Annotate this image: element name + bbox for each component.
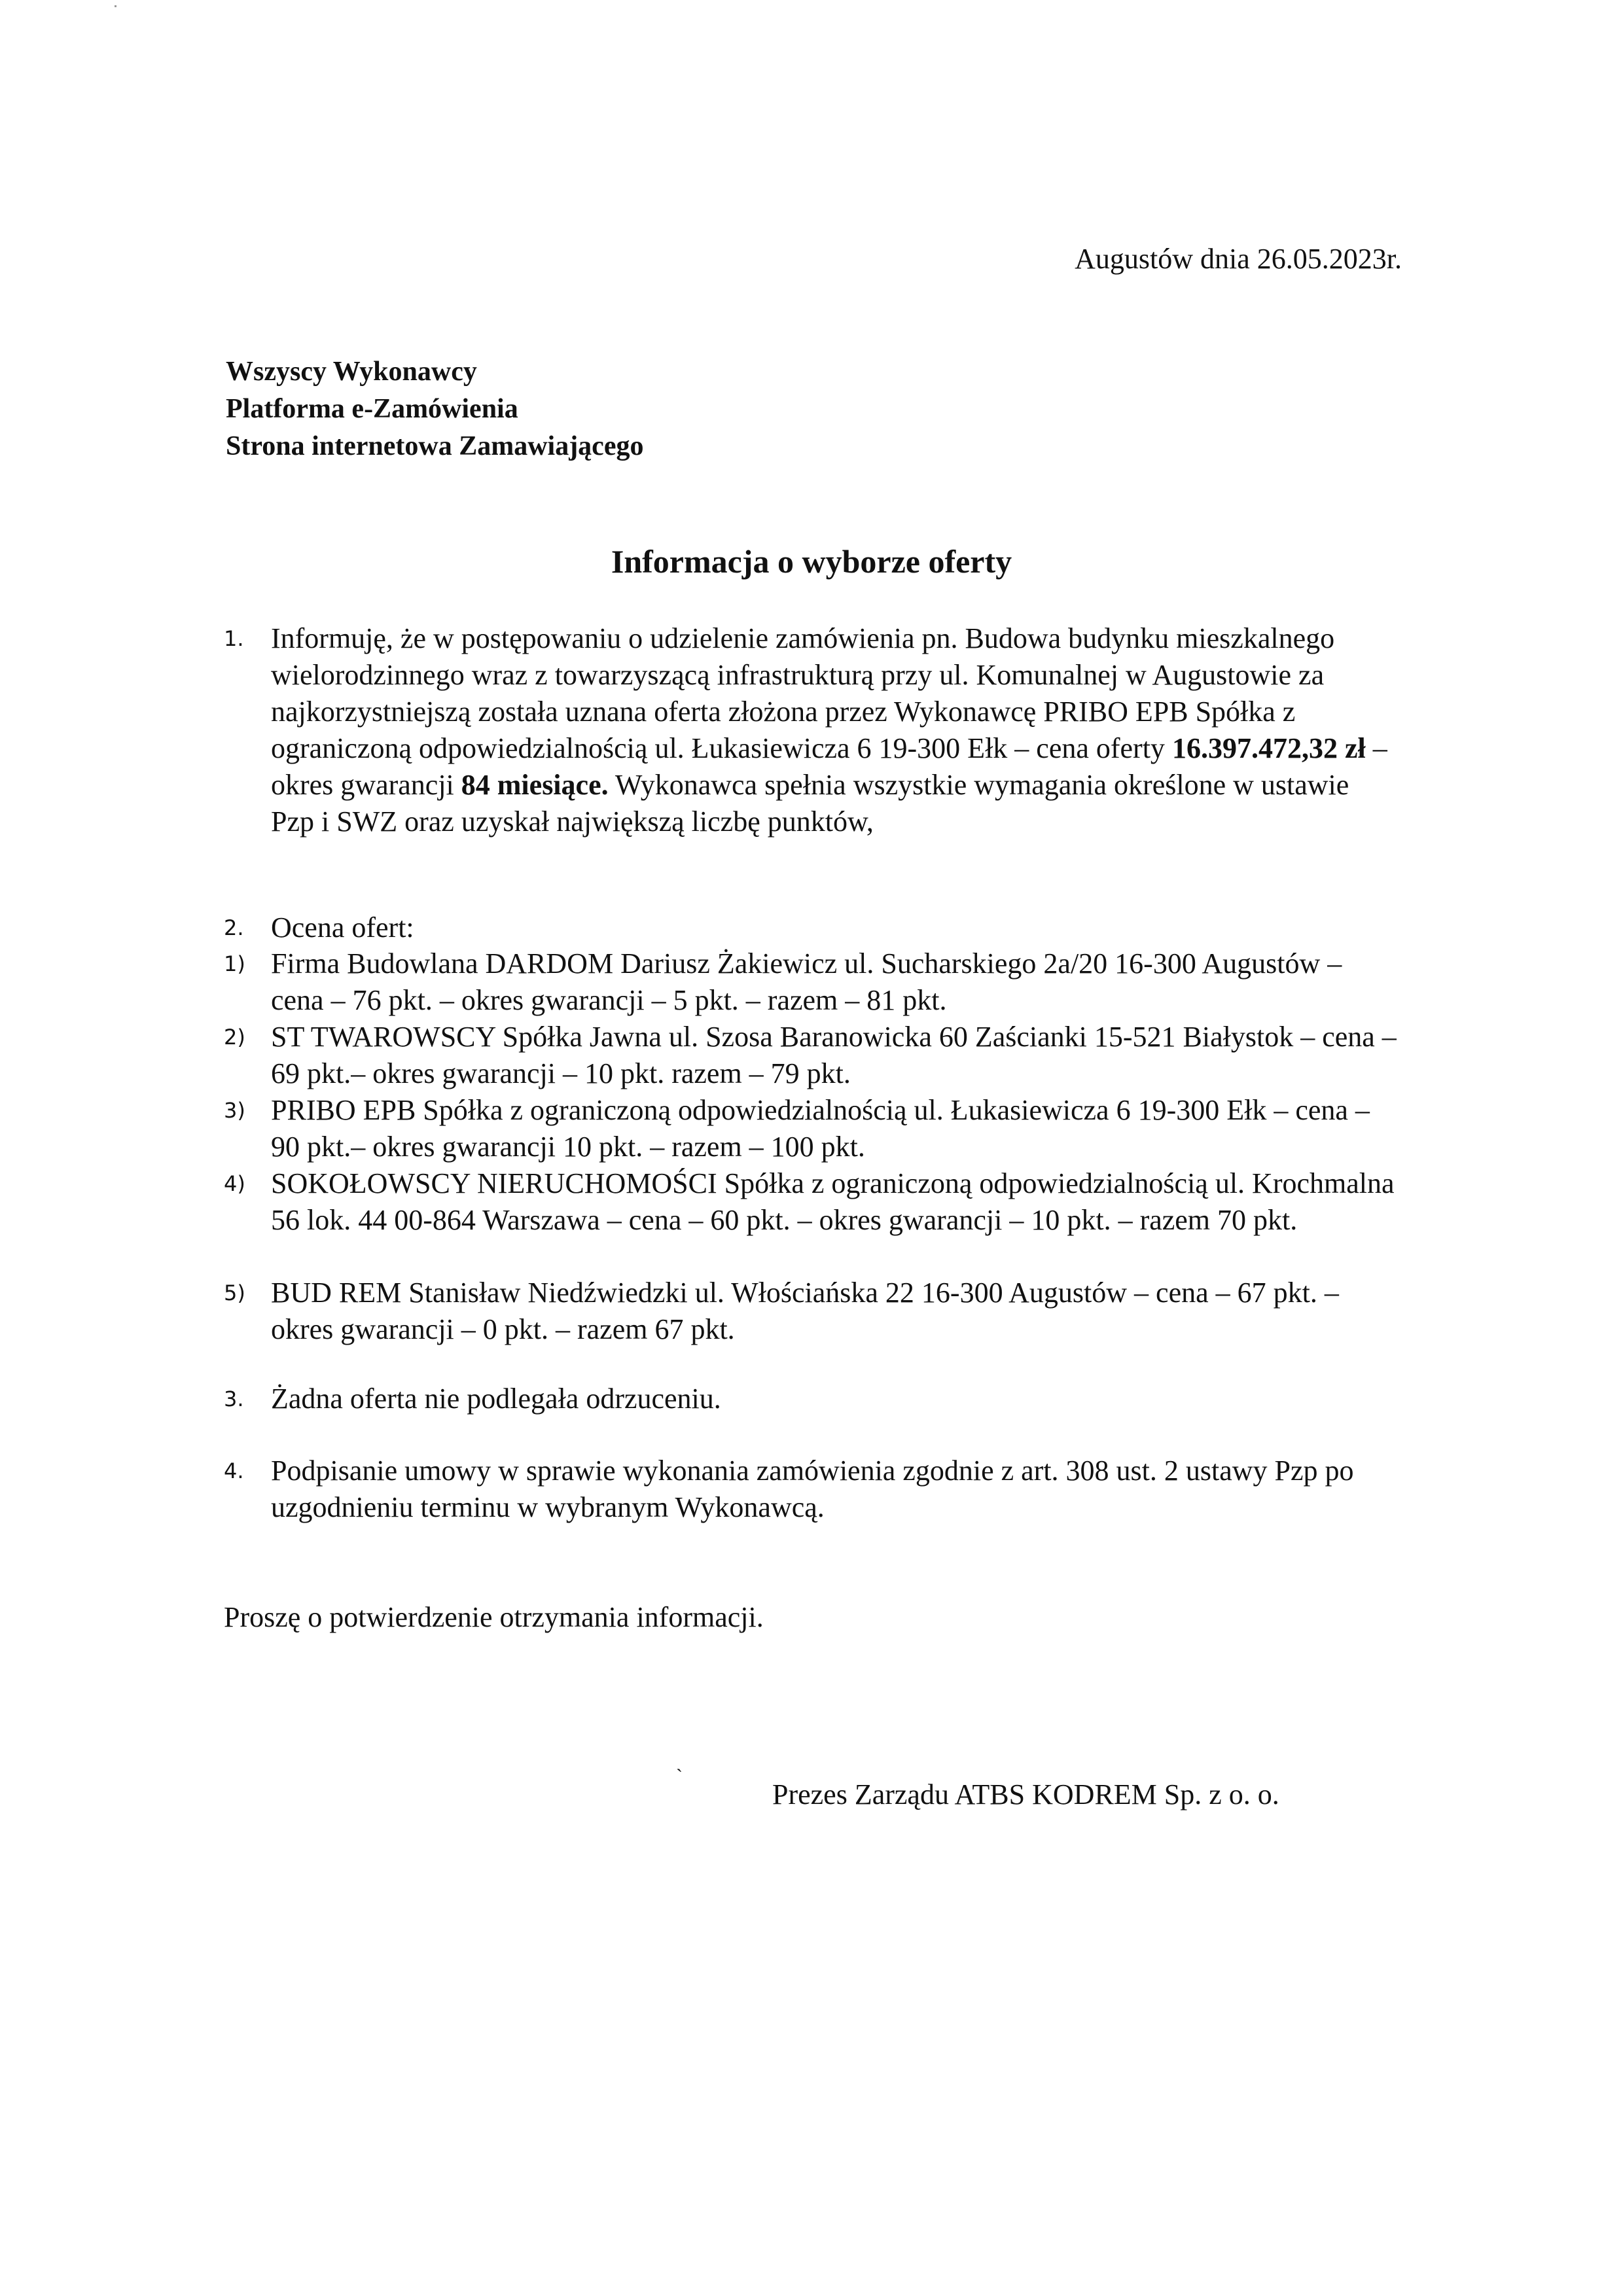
list-item-number: 3) [224,1098,245,1123]
recipient-line: Strona internetowa Zamawiającego [226,431,644,461]
document-title: Informacja o wyborze oferty [611,543,1012,580]
offer-rating-item [271,1165,1397,1239]
offer-rating-text: PRIBO EPB Spółka z ograniczoną odpowiedzialnością ul. Łukasiewicza 6 19-300 Ełk – cena – 90 pkt.– okres gwarancji 10 pkt. – razem – 100 pkt. [271,1094,1370,1163]
section-4-text: Podpisanie umowy w sprawie wykonania zamówienia zgodnie z art. 308 ust. 2 ustawy Pzp po uzgodnieniu terminu w wybranym Wykonawcą. [271,1455,1354,1523]
offer-rating-text: SOKOŁOWSCY NIERUCHOMOŚCI Spółka z ograniczoną odpowiedzialnością ul. Krochmalna 56 lok. 44 00-864 Warszawa – cena – 60 pkt. – okres gwarancji – 10 pkt. – razem 70 pkt. [271,1167,1395,1236]
list-item-number: 4) [224,1171,245,1196]
list-item-number: 2) [224,1025,245,1050]
offer-rating-text: BUD REM Stanisław Niedźwiedzki ul. Włościańska 22 16-300 Augustów – cena – 67 pkt. – okres gwarancji – 0 pkt. – razem 67 pkt. [271,1277,1339,1345]
section-number: 3. [224,1386,244,1411]
offer-rating-text: Firma Budowlana DARDOM Dariusz Żakiewicz ul. Sucharskiego 2a/20 16-300 Augustów – cena – 76 pkt. – okres gwarancji – 5 pkt. – razem – 81 pkt. [271,947,1342,1016]
recipients-block [226,353,643,465]
offer-rating-item [271,1092,1397,1165]
document-date: Augustów dnia 26.05.2023r. [1075,243,1402,275]
offer-rating-item [271,1019,1397,1092]
closing-request: Proszę o potwierdzenie otrzymania informacji. [224,1601,764,1633]
scan-speck [115,5,116,7]
recipient-line: Platforma e-Zamówienia [226,394,518,424]
offer-rating-text: ST TWAROWSCY Spółka Jawna ul. Szosa Baranowicka 60 Zaścianki 15-521 Białystok – cena – 69 pkt.– okres gwarancji – 10 pkt. razem – 79 pkt. [271,1021,1397,1089]
signature-line: Prezes Zarządu ATBS KODREM Sp. z o. o. [772,1778,1279,1810]
list-item-number: 5) [224,1280,245,1305]
section-1-text [271,620,1397,840]
recipient-line: Wszyscy Wykonawcy [226,357,477,387]
ink-mark: ` [676,1765,683,1787]
section-1-text-part: Wykonawca spełnia wszystkie wymagania określone w ustawie Pzp i SWZ oraz uzyskał największą liczbę punktów, [271,769,1349,838]
section-2-heading: Ocena ofert: [271,911,414,944]
section-number: 2. [224,915,244,940]
section-3-text: Żadna oferta nie podlegała odrzuceniu. [271,1383,721,1415]
section-1-text-part: Informuję, że w postępowaniu o udzielenie zamówienia pn. Budowa budynku mieszkalnego wielorodzinnego wraz z towarzyszącą infrastrukturą przy ul. Komunalnej w Augustowie za najkorzystniejszą została uznana oferta złożona przez Wykonawcę PRIBO EPB Spółka z ograniczoną odpowiedzialnością ul. Łukasiewicza 6 19-300 Ełk – cena oferty [271,622,1335,764]
section-1-text-part: – okres gwarancji [271,732,1387,801]
offer-rating-item [271,945,1397,1019]
section-number: 1. [224,626,244,651]
offer-rating-item [271,1275,1397,1348]
section-number: 4. [224,1458,244,1483]
list-item-number: 1) [224,951,245,976]
warranty-period: 84 miesiące. [461,769,609,801]
offer-price: 16.397.472,32 zł [1171,732,1366,764]
